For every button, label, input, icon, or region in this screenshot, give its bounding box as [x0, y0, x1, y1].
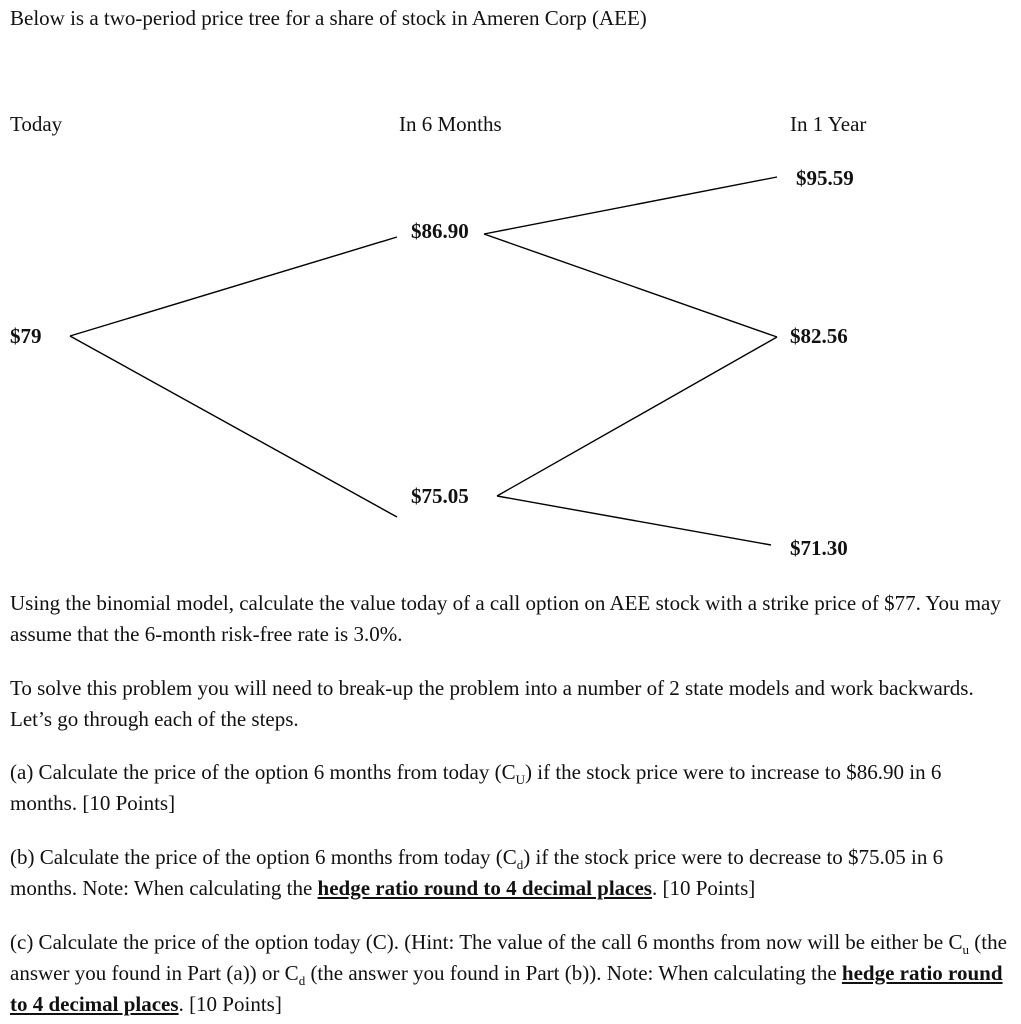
- part-a: (a) Calculate the price of the option 6 months from today $(C_U)$ if the stock price were to increase to $86.90 in 6 months. [10 Points]: [10, 760, 942, 815]
- header-today: Today: [10, 112, 63, 136]
- part-b: (b) Calculate the price of the option 6 months from today $(C_d)$ if the stock price were to decrease to $75.05 in 6 months. Note: When calculating the hedge ratio round to 4 decimal places. [10 Points]: [10, 845, 944, 900]
- header-six-months: In 6 Months: [399, 112, 502, 136]
- node-up: $86.90: [411, 219, 469, 243]
- node-today: $79: [10, 324, 42, 348]
- branch-today-up: [70, 237, 397, 336]
- problem-statement: Using the binomial model, calculate the value today of a call option on AEE stock with a strike price of $77. You may assume that the 6-month risk-free rate is 3.0%.: [10, 591, 1001, 646]
- branch-up-upup: [484, 177, 777, 234]
- header-one-year: In 1 Year: [790, 112, 867, 136]
- branch-today-down: [70, 336, 397, 517]
- intro-text: Below is a two-period price tree for a share of stock in Ameren Corp (AEE): [10, 6, 647, 30]
- branch-down-updown: [497, 337, 777, 496]
- part-c: (c) Calculate the price of the option today (C). (Hint: The value of the call 6 months from now will be either be $C_u$ (the answer you found in Part (a)) or $C_d$ (the answer you found in Part (b)). Note: When calculating the hedge ratio round to 4 decimal places. [10 Points]: [10, 930, 1007, 1016]
- node-down: $75.05: [411, 484, 469, 508]
- instructions: To solve this problem you will need to break-up the problem into a number of 2 state models and work backwards. Let’s go through each of the steps.: [10, 676, 974, 731]
- branch-down-downdown: [497, 496, 771, 545]
- branch-up-updown: [484, 234, 777, 337]
- node-upup: $95.59: [796, 166, 854, 190]
- hedge-ratio-note: hedge ratio round to 4 decimal places: [317, 876, 652, 900]
- node-downdown: $71.30: [790, 536, 848, 560]
- hedge-ratio-note: hedge ratio round to 4 decimal places: [10, 961, 1003, 1016]
- node-updown: $82.56: [790, 324, 848, 348]
